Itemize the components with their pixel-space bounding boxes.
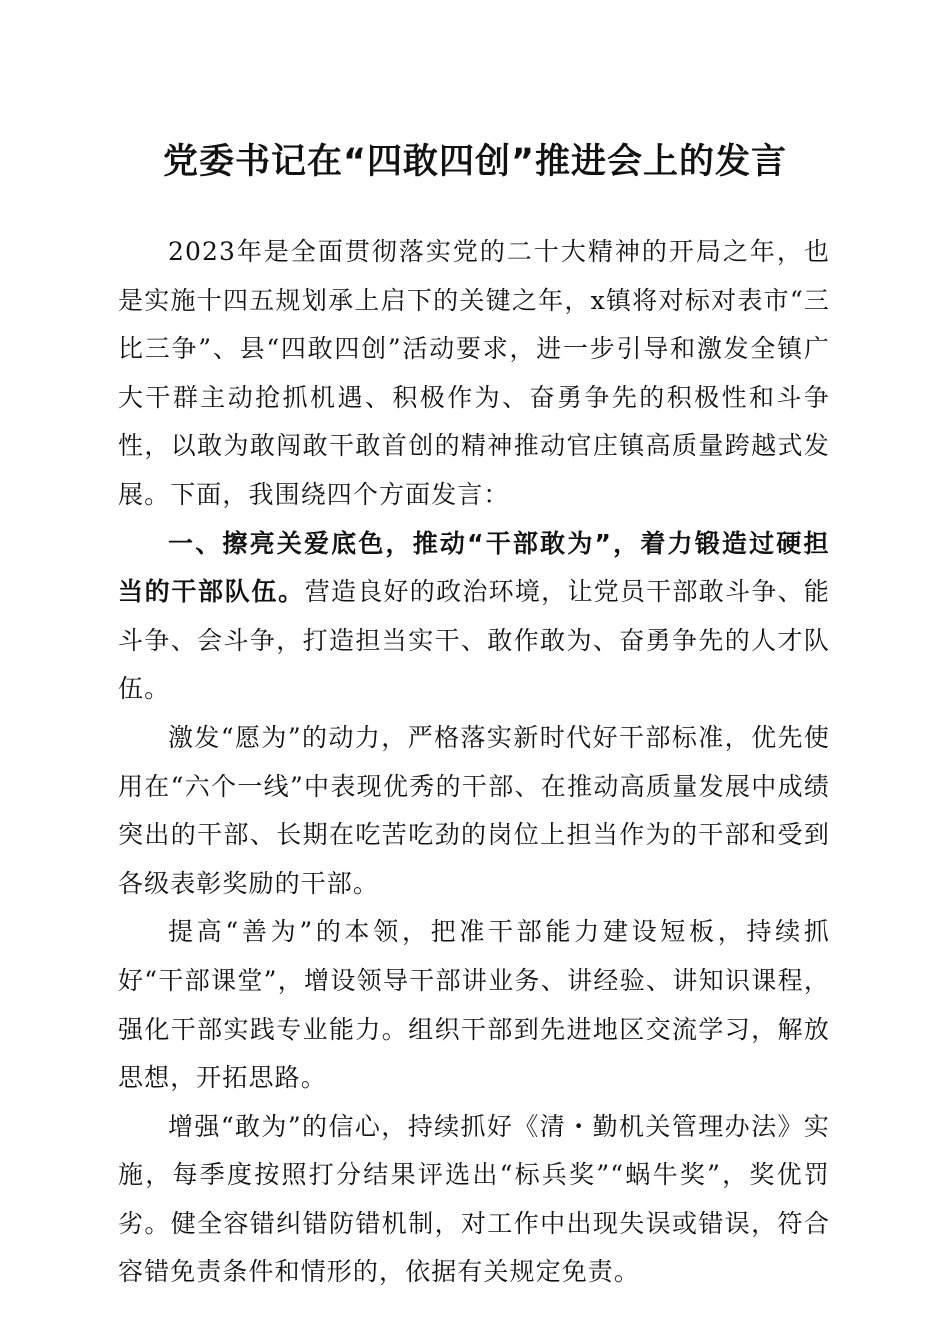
section-heading: 一、擦亮关爱底色，推动“干部敢为”，着力锻造过硬担当的干部队伍。 (118, 528, 830, 607)
paragraph-confidence (118, 1103, 830, 1297)
document-body (118, 228, 830, 1297)
paragraph-text: 2023年是全面贯彻落实党的二十大精神的开局之年，也是实施十四五规划承上启下的关键之年，x镇将对标对表市“三比三争”、县“四敢四创”活动要求，进一步引导和激发全镇广大干群主动抢抓机遇、积极作为、奋勇争先的积极性和斗争性，以敢为敢闯敢干敢首创的精神推动官庄镇高质量跨越式发展。下面，我围绕四个方面发言： (118, 237, 830, 509)
paragraph-section-one (118, 520, 830, 714)
paragraph-skill (118, 908, 830, 1102)
paragraph-text: 营造良好的政治环境，让党员干部敢斗争、能斗争、会斗争，打造担当实干、敢作敢为、奋勇争先的人才队伍。 (118, 577, 830, 704)
paragraph-willing (118, 714, 830, 908)
paragraph-intro (118, 228, 830, 520)
paragraph-text: 增强“敢为”的信心，持续抓好《清・勤机关管理办法》实施，每季度按照打分结果评选出“标兵奖”“蜗牛奖”，奖优罚劣。健全容错纠错防错机制，对工作中出现失误或错误，符合容错免责条件和情形的，依据有关规定免责。 (118, 1111, 830, 1287)
paragraph-text: 提高“善为”的本领，把准干部能力建设短板，持续抓好“干部课堂”，增设领导干部讲业务、讲经验、讲知识课程，强化干部实践专业能力。组织干部到先进地区交流学习，解放思想，开拓思路。 (118, 917, 830, 1093)
document-title: 党委书记在“四敢四创”推进会上的发言 (162, 142, 787, 182)
paragraph-text: 激发“愿为”的动力，严格落实新时代好干部标准，优先使用在“六个一线”中表现优秀的干部、在推动高质量发展中成绩突出的干部、长期在吃苦吃劲的岗位上担当作为的干部和受到各级表彰奖励的干部。 (118, 722, 830, 898)
